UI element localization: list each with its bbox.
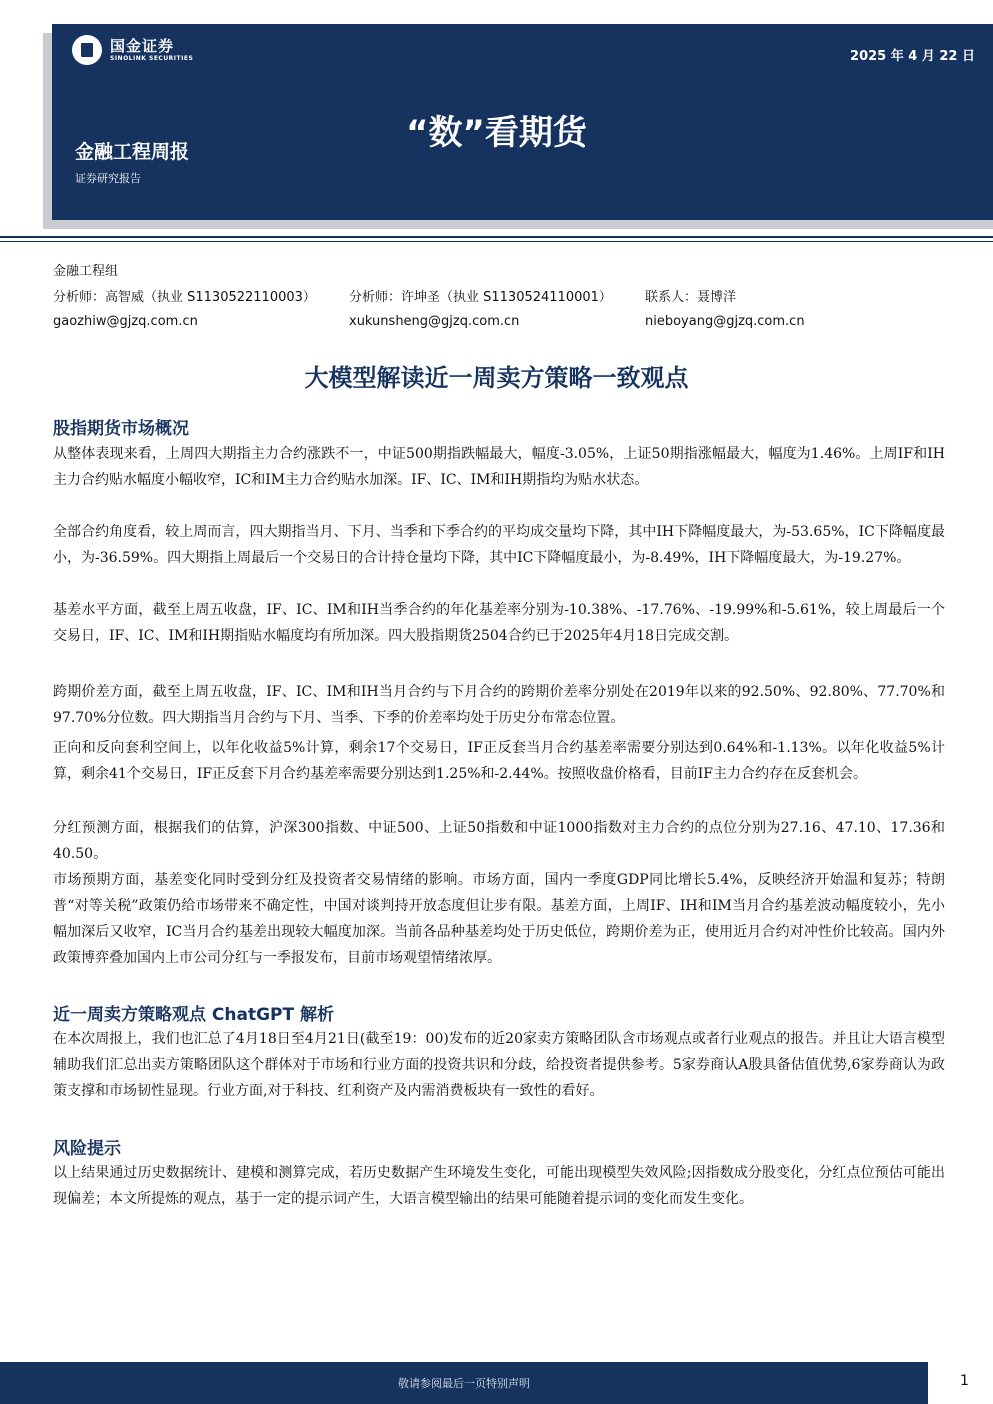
section-heading-chatgpt: 近一周卖方策略观点 ChatGPT 解析 xyxy=(53,1005,335,1025)
paragraph-performance: 从整体表现来看，上周四大期指主力合约涨跌不一，中证500期指跌幅最大，幅度-3.05%，上证50期指涨幅最大，幅度为1.46%。上周IF和IH主力合约贴水幅度小幅收窄，IC和IM主力合约贴水加深。IF、IC、IM和IH期指均为贴水状态。 xyxy=(53,446,945,488)
page-number: 1 xyxy=(960,1373,969,1389)
logo-en: SINOLINK SECURITIES xyxy=(110,54,194,62)
analyst-1: 分析师：高智威（执业 S1130522110003） xyxy=(53,290,316,305)
section-heading-futures-overview: 股指期货市场概况 xyxy=(53,419,189,439)
contact-person: 联系人：聂博洋 xyxy=(645,290,737,305)
analyst-2-email[interactable]: xukunsheng@gjzq.com.cn xyxy=(349,314,520,329)
paragraph-chatgpt: 在本次周报上，我们也汇总了4月18日至4月21日(截至19：00)发布的近20家卖方策略团队含市场观点或者行业观点的报告。并且让大语言模型辅助我们汇总出卖方策略团队这个群体对于市场和行业方面的投资共识和分歧，给投资者提供参考。5家券商认A股具备估值优势,6家券商认为政策支撑和市场韧性显现。行业方面,对于科技、红利资产及内需消费板块有一致性的看好。 xyxy=(53,1031,945,1099)
contact-email[interactable]: nieboyang@gjzq.com.cn xyxy=(645,314,805,329)
report-date: 2025 年 4 月 22 日 xyxy=(850,49,975,64)
header-divider-thin xyxy=(0,241,993,242)
paragraph-arbitrage: 正向和反向套利空间上，以年化收益5%计算，剩余17个交易日，IF正反套当月合约基差率需要分别达到0.64%和-1.13%。以年化收益5%计算，剩余41个交易日，IF正反套下月合约基差率需要分别达到1.25%和-2.44%。按照收盘价格看，目前IF主力合约存在反套机会。 xyxy=(53,740,945,782)
team-name: 金融工程组 xyxy=(53,264,119,279)
header-divider xyxy=(0,236,993,238)
analyst-1-email[interactable]: gaozhiw@gjzq.com.cn xyxy=(53,314,198,329)
report-type: 证券研究报告 xyxy=(75,172,141,185)
paragraph-expectation: 市场预期方面，基差变化同时受到分红及投资者交易情绪的影响。市场方面，国内一季度GDP同比增长5.4%，反映经济开始温和复苏；特朗普“对等关税”政策仍给市场带来不确定性，中国对谈判持开放态度但让步有限。基差方面，上周IF、IH和IM当月合约基差波动幅度较小，先小幅加深后又收窄，IC当月合约基差出现较大幅度加深。当前各品种基差均处于历史低位，跨期价差为正，使用近月合约对冲性价比较高。国内外政策博弈叠加国内上市公司分红与一季报发布，目前市场观望情绪浓厚。 xyxy=(53,872,945,966)
paragraph-spread: 跨期价差方面，截至上周五收盘，IF、IC、IM和IH当月合约与下月合约的跨期价差率分别处在2019年以来的92.50%、92.80%、77.70%和97.70%分位数。四大期指当月合约与下月、当季、下季的价差率均处于历史分布常态位置。 xyxy=(53,684,945,726)
footer-disclaimer: 敬请参阅最后一页特别声明 xyxy=(398,1377,530,1390)
main-title: 大模型解读近一周卖方策略一致观点 xyxy=(304,364,689,392)
analyst-2: 分析师：许坤圣（执业 S1130524110001） xyxy=(349,290,612,305)
section-heading-risk: 风险提示 xyxy=(53,1139,121,1159)
logo-icon xyxy=(72,35,102,65)
paragraph-volume: 全部合约角度看，较上周而言，四大期指当月、下月、当季和下季合约的平均成交量均下降，其中IH下降幅度最大，为-53.65%，IC下降幅度最小，为-36.59%。四大期指上周最后一个交易日的合计持仓量均下降，其中IC下降幅度最小，为-8.49%，IH下降幅度最大，为-19.27%。 xyxy=(53,524,945,566)
report-title: “数”看期货 xyxy=(406,113,587,153)
paragraph-risk: 以上结果通过历史数据统计、建模和测算完成，若历史数据产生环境发生变化，可能出现模型失效风险;因指数成分股变化，分红点位预估可能出现偏差；本文所提炼的观点，基于一定的提示词产生，大语言模型输出的结果可能随着提示词的变化而发生变化。 xyxy=(53,1165,945,1207)
paragraph-basis: 基差水平方面，截至上周五收盘，IF、IC、IM和IH当季合约的年化基差率分别为-10.38%、-17.76%、-19.99%和-5.61%，较上周最后一个交易日，IF、IC、IM和IH期指贴水幅度均有所加深。四大股指期货2504合约已于2025年4月18日完成交割。 xyxy=(53,602,945,644)
company-logo xyxy=(72,35,193,65)
logo-text xyxy=(110,38,193,63)
paragraph-dividend: 分红预测方面，根据我们的估算，沪深300指数、中证500、上证50指数和中证1000指数对主力合约的点位分别为27.16、47.10、17.36和40.50。 xyxy=(53,820,945,862)
logo-cn: 国金证券 xyxy=(110,36,175,55)
report-series: 金融工程周报 xyxy=(75,141,190,163)
